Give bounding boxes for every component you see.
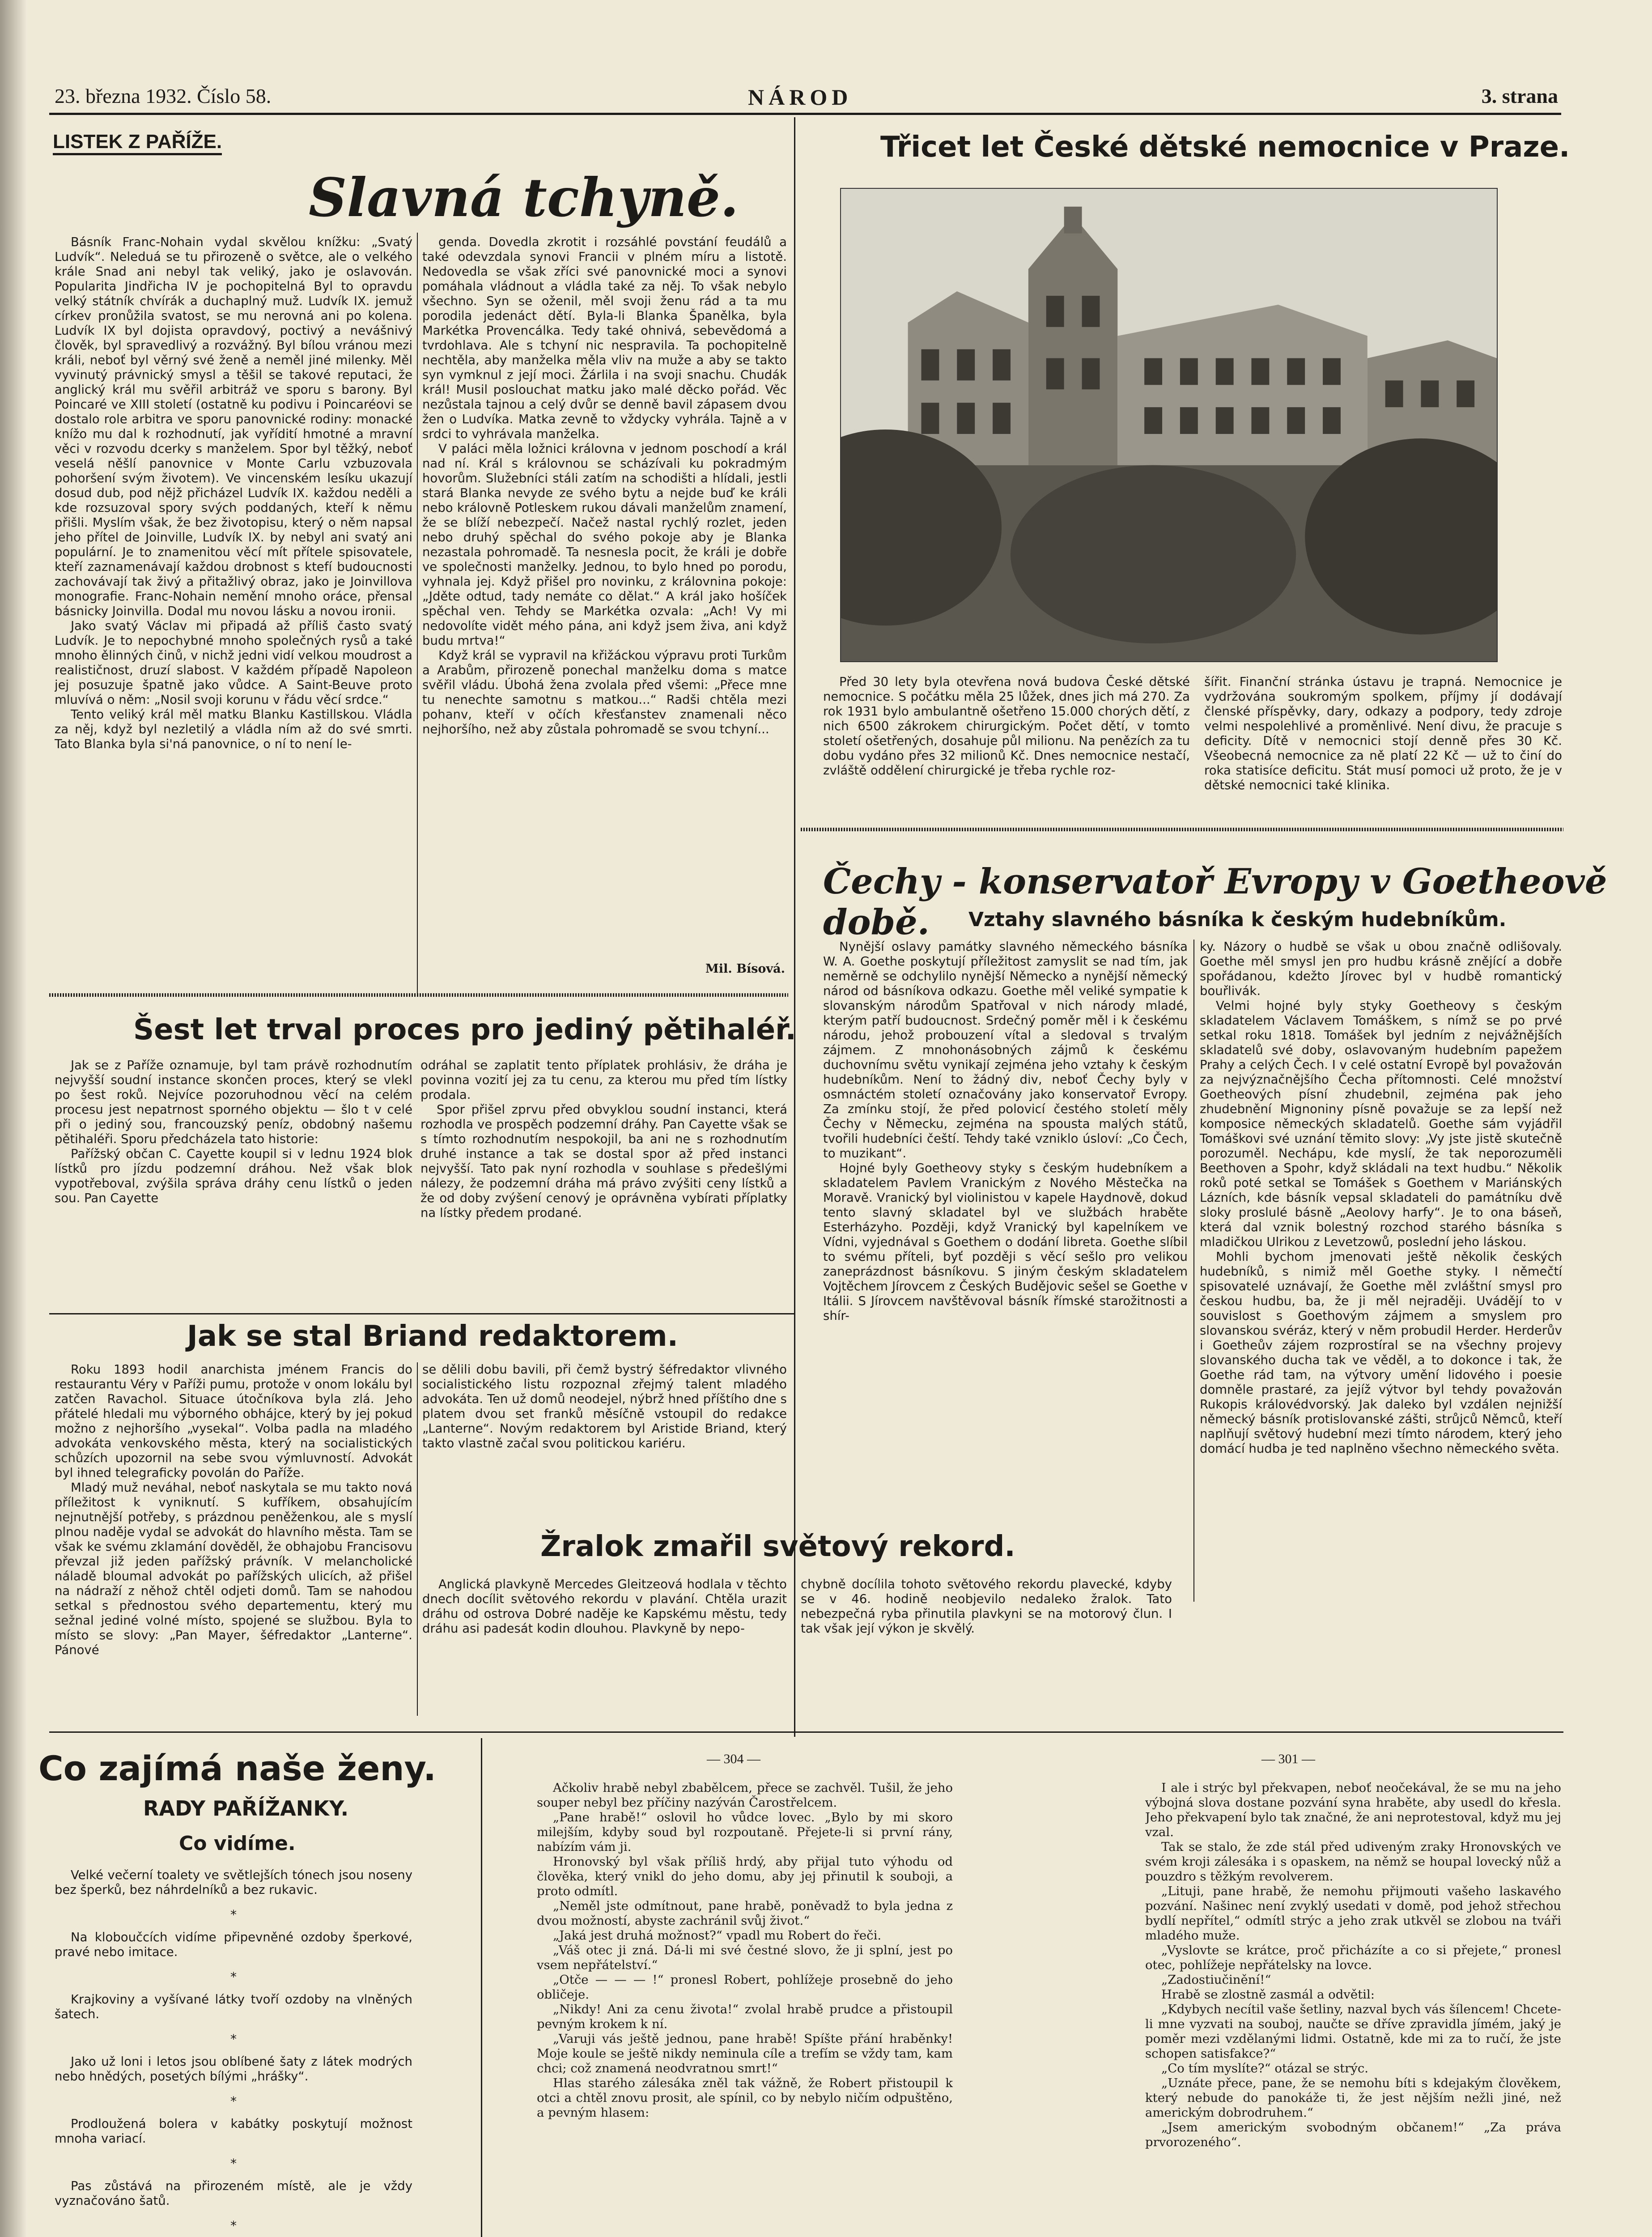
women-item: Pas zůstává na přirozeném místě, ale je vždy vyznačováno šatů. — [55, 2179, 412, 2208]
halers-paragraph: Pařížský občan C. Cayette koupil si v lednu 1924 blok lístků pro jízdu podzemní dráhou. Než však blok vypotřeboval, zvýšila správa dráhy cenu lístků o jeden sou. Pan Cayette — [55, 1147, 412, 1205]
women-section-heading: Co vidíme. — [179, 1832, 296, 1855]
shark-column-2 — [801, 1577, 1172, 1667]
hospital-title: Třicet let České dětské nemocnice v Praze. — [880, 131, 1570, 164]
separator-star: * — [230, 1907, 237, 1922]
shark-paragraph: Anglická plavkyně Mercedes Gleitzeová hodlala v těchto dnech docílit světového rekordu v plavání. Chtěla urazit dráhu od ostrova Dobré naděje ke Kapskému městu, tedy dráhu asi padesát kodin dlouhou. Plavkyně by nepo- — [422, 1577, 787, 1636]
briand-title: Jak se stal Briand redaktorem. — [187, 1320, 678, 1353]
briand-column-2 — [422, 1362, 787, 1497]
women-item: Prodloužená bolera v kabátky poskytují možnost mnoha variací. — [55, 2117, 412, 2146]
serial-paragraph: Ačkoliv hrabě nebyl zbabělcem, přece se zachvěl. Tušil, že jeho souper nebyl bez příčiny nazýván Čarostřelcem. — [537, 1781, 953, 1810]
serial-paragraph: „Jsem americkým svobodným občanem!“ „Za práva prvorozeného“. — [1145, 2120, 1561, 2149]
serial-page-number-right: — 301 — — [1261, 1752, 1315, 1766]
paris-rubric: LISTEK Z PAŘÍŽE. — [53, 131, 222, 155]
paris-paragraph: V paláci měla ložnici královna v jednom poschodí a král nad ní. Král s královnou se scházívali ku pokradmým hovorům. Služebníci stáli zatím na schodišti a hlídali, jestli stará Blanka nevyde ze svého bytu a nejde buď ke králi nebo královně Potleskem rukou dávali manželům znamení, že se blíží nebezpečí. Načež nastal rychlý rozlet, jeden nebo druhý spěchal do svého pokoje aby je Blanka nezastala pohromadě. Ta nesnesla pocit, že králi je dobře ve společnosti manželky. Jednou, to bylo hned po porodu, vyhnala jej. Když přišel pro novinku, z královnina pokoje: „Jděte odtud, tady nemáte co dělat.“ A král jako hošíček spěchal ven. Tehdy se Markétka ozvala: „Ach! Vy mi nedovolíte vidět mého pána, ani když jsem živa, ani když budu mrtva!“ — [422, 442, 787, 648]
goethe-paragraph: Velmi hojné byly styky Goetheovy s českým skladatelem Václavem Tomáškem, s nímž se po prvé setkal roku 1818. Tomášek byl jedním z nejvážnějších skladatelů své doby, oslavovaným hudebním papežem Prahy a celých Čech. I v celé ostatní Evropě byl považován za nejvýznačnějšího Čecha přítomnosti. Celé množství Goetheových písní zhudebnil, zejména pak jeho zhudebnění Mignoniny písně považuje se za lepší než komposice německých skladatelů. Goethe sám vyjádřil Tomáškovi své uznání těmito slovy: „Vy jste jistě skutečně porozuměl. Nechápu, kde myslí, že tak neporozuměli Beethoven a Spohr, když skládali na text hudbu.“ Několik roků poté setkal se Tomášek s Goethem v Mariánských Lázních, kde básník vepsal skladateli do památníku dvě sloky proslulé básně „Aeolovy harfy“. Je to ona báseň, která dal vznik bolestný rozchod starého básníka s mladičkou Ulrikou z Levetzowů, poslední jeho láskou. — [1200, 999, 1562, 1249]
briand-paragraph: Roku 1893 hodil anarchista jménem Francis do restaurantu Véry v Paříži pumu, protože v onom lokálu byl zatčen Ravachol. Situace útočníkova byla zlá. Jeho přátelé hledali mu výborného obhájce, který by jej pokud možno z nejhoršího „vysekal“. Volba padla na mladého advokáta venkovského města, který na socialistických schůzích upozornil na sebe svou výmluvností. Advokát byl ihned telegraficky povolán do Paříže. — [55, 1362, 412, 1480]
serial-column-2 — [1145, 1781, 1561, 2237]
serial-paragraph: „Varuji vás ještě jednou, pane hrabě! Spíšte přání hraběnky! Moje koule se ještě nikdy neminula cíle a trefím se vždy tam, kam chci; což znamená neodvratnou smrt!“ — [537, 2032, 953, 2075]
goethe-paragraph: Nynější oslavy památky slavného německého básníka W. A. Goethe poskytují příležitost zamyslit se nad tím, jak neměrně se odchylilo nynější Německo a nynější německý národ od básníkova odkazu. Goethe měl veliké sympatie k slovanským národům Spatřoval v nich národy mladé, kterým patří budoucnost. Srdečný poměr měl i k českému národu, jehož probouzení vítal a sledoval s trvalým zájmem. Z mnohonásobných zájmů k českému duchovnímu světu vynikají zejména jeho vztahy k českým hudebníkům. Není to žádný div, neboť Čechy byly v osmnáctém století označovány jako konservatoř Evropy. Za zmínku stojí, že před polovicí čestého století měly Čechy v Německu, zejména na spousta malých států, tvořili hudebníci čeští. Tehdy také vzniklo úsloví: „Co Čech, to muzikant“. — [823, 940, 1188, 1161]
separator-star: * — [230, 2094, 237, 2109]
serial-paragraph: Hronovský byl však příliš hrdý, aby přijal tuto výhodu od člověka, který vnikl do jeho domu, aby jej přinutil k souboji, a proto odmítl. — [537, 1854, 953, 1898]
serial-paragraph: Hrabě se zlostně zasmál a odvětil: — [1161, 1987, 1375, 2002]
paris-column-2 — [422, 235, 787, 978]
goethe-paragraph: ky. Názory o hudbě se však u obou značně odlišovaly. Goethe měl smysl jen pro hudbu krásně znějící a dobře spořádanou, kdežto Jírovec byl v hudbě romantický bouřlivák. — [1200, 940, 1562, 998]
masthead-rule — [49, 113, 1561, 115]
serial-paragraph: Tak se stalo, že zde stál před udiveným zraky Hronovských ve svém kroji zálesáka i s opaskem, na němž se houpal lovecký nůž a pouzdro s těžkým revolverem. — [1145, 1840, 1561, 1884]
women-item: Na kloboučcích vidíme připevněné ozdoby šperkové, pravé nebo imitace. — [55, 1930, 412, 1959]
serial-paragraph: „Zadostiučinění!“ — [1161, 1973, 1271, 1987]
goethe-subtitle: Vztahy slavného básníka k českým hudebníkům. — [968, 908, 1507, 931]
paris-title: Slavná tchyně. — [309, 166, 739, 229]
paris-paragraph: genda. Dovedla zkrotit i rozsáhlé povstání feudálů a také odevzdala synovi Francii v plném míru a listotě. Nedovedla se však zříci své panovnické moci a synovi pomáhala vládnout a vládla také za něj. To však nebylo všechno. Syn se oženil, měl svoji ženu rád a ta mu porodila jedenáct dětí. Byla-li Blanka Španělka, byla Markétka Provencálka. Tedy také ohnivá, sebevědomá a tvrdohlava. Ale s tchyní nic nespravila. Ta pochopitelně nechtěla, aby manželka měla vliv na muže a aby se takto syn vymknul z její moci. Žárlila i na svoji snachu. Chudák král! Musil poslouchat matku jako malé děcko pořád. Věc nezůstala tajnou a celý dvůr se denně bavil zápasem dvou žen o Ludvíka. Matka zevně to vždycky vyhrála. Tajně a v srdci to vyhrávala manželka. — [422, 235, 787, 441]
paris-column-1 — [55, 235, 412, 998]
goethe-paragraph: Mohli bychom jmenovati ještě několik českých hudebníků, s nimiž měl Goethe styky. I němečtí spisovatelé uznávají, že Goethe měl zvláštní smysl pro českou hudbu, ba, že ji měl nejraději. Uvádějí to v souvislost s Goethovým zájmem a smyslem pro slovanskou svéráz, který v něm probudil Herder. Herderův i Goetheův zájem rozprostíral se na všechny projevy slovanského ducha tak ve věděl, a to dokonce i tak, že Goethe rád tam, na výtvory umění lidového i poesie domněle prastaré, za jejíž výtvor byl tehdy považován Rukopis královédvorský. Jak daleko byl vzdálen nejnižší německý básník protislovanské zášti, strůjců Němců, kteří naplňují světový hudební mezi tímto národem, který jeho domácí hudba je ted naplněno všechno německého světa. — [1200, 1250, 1562, 1456]
goethe-column-2 — [1200, 940, 1562, 1731]
serial-paragraph: „Uznáte přece, pane, že se nemohu bíti s kdejakým člověkem, který nebude do panokáže ti, že jest nějším nežli jiné, než americkým dobrodruhem.“ — [1145, 2076, 1561, 2120]
serial-page-number-left: — 304 — — [707, 1752, 760, 1766]
hospital-paragraph: Před 30 lety byla otevřena nová budova České dětské nemocnice. S počátku měla 25 lůžek, dnes jich má 270. Za rok 1931 bylo ambulantně ošetřeno 15.000 chorých dětí, z nich 6500 zákrokem chirurgickým. Počet dětí, v tomto století ošetřených, dosahuje půl milionu. Na penězích za tu dobu vydáno přes 32 milionů Kč. Dnes nemocnice nestačí, zvláště oddělení chirurgické je třeba rychle roz- — [823, 675, 1190, 778]
feuilleton-cut-line — [49, 993, 788, 997]
goethe-column-1 — [823, 940, 1188, 1566]
halers-paragraph: odráhal se zaplatit tento příplatek prohlásiv, že dráha je povinna vozití jej za tu cenu, za kterou mu před tím lístky prodala. — [420, 1058, 787, 1102]
separator-star: * — [230, 2218, 237, 2233]
halers-column-2 — [420, 1058, 787, 1309]
serial-paragraph: I ale i strýc byl překvapen, neboť neočekával, že se mu na jeho výbojná slova dostane pozvání syna hraběte, aby usedl do křesla. Jeho překvapení bylo tak značné, že ani neprotestoval, když mu jej vzal. — [1145, 1781, 1561, 1839]
halers-title: Šest let trval proces pro jediný pětihaléř. — [133, 1013, 796, 1046]
serial-paragraph: „Jaká jest druhá možnost?“ vpadl mu Robert do řeči. — [553, 1928, 882, 1943]
masthead-page: 3. strana — [1481, 85, 1558, 107]
hospital-column-1 — [823, 675, 1190, 822]
section-cut-line — [801, 828, 1563, 831]
serial-paragraph: „Otče — — — !“ pronesl Robert, pohlížeje prosebně do jeho obličeje. — [537, 1973, 953, 2002]
separator-star: * — [230, 2032, 237, 2046]
masthead-date: 23. března 1932. Číslo 58. — [55, 85, 272, 107]
column-divider — [481, 1738, 482, 2237]
women-item: Jako už loni i letos jsou oblíbené šaty z látek modrých nebo hnědých, posetých bílými „hrášky“. — [55, 2054, 412, 2084]
goethe-paragraph: Hojné byly Goetheovy styky s českým hudebníkem a skladatelem Pavlem Vranickým z Nového Městečka na Moravě. Vranický byl violinistou v kapele Haydnově, dokud tento slavný skladatel byl ve službách hraběte Esterházyho. Později, když Vranický byl kapelníkem ve Vídni, vyjednával s Goethem o dodání libreta. Goethe slíbil to svému příteli, byť později s věcí sešlo pro velikou zaneprázdnost básníkovu. S jiným českým skladatelem Vojtěchem Jírovcem z Českých Budějovic sešel se Goethe v Itálii. S Jírovcem navštěvoval básník římské starožitnosti a shír- — [823, 1161, 1188, 1323]
serial-paragraph: „Co tím myslíte?“ otázal se strýc. — [1161, 2061, 1368, 2075]
serial-paragraph: „Neměl jste odmítnout, pane hrabě, poněvadž to byla jedna z dvou možností, abyste zachránil svůj život.“ — [537, 1899, 953, 1928]
halers-column-1 — [55, 1058, 412, 1309]
paris-paragraph: Když král se vypravil na křižáckou výpravu proti Turkům a Arabům, přirozeně ponechal manželku doma s matce svěřil vládu. Úbohá žena zvolala před všemi: „Přece mne tu nenechte samotnu s matkou...“ Radši chtěla mezi pohanv, kteří v očích křesťanstev znamenali něco nejhoršího, než aby zůstala pohromadě se svou tchyní... — [422, 648, 787, 736]
goethe-title: Čechy - konservatoř Evropy v Goetheově době. — [823, 861, 1607, 943]
halers-paragraph: Jak se z Paříže oznamuje, byl tam právě rozhodnutím nejvyšší soudní instance skončen proces, který se vlekl po šest roků. Nejvíce pozoruhodnou věcí na celém procesu jest nepatrnost sporného objektu — šlo t v celé při o jediný sou, francouzský peníz, obdobný našemu pětihaléři. Sporu předcházela tato historie: — [55, 1058, 412, 1146]
paris-paragraph: Tento veliký král měl matku Blanku Kastillskou. Vládla za něj, když byl nezletilý a vládla ním až do své smrti. Tato Blanka byla si'ná panovnice, o ní to není le- — [55, 707, 412, 751]
section-rule — [49, 1313, 794, 1314]
shark-paragraph: chybně docílila tohoto světového rekordu plavecké, kdyby se v 46. hodině neobjevilo nedaleko žralok. Tato nebezpečná ryba přinutila plavkyni se na motorový člun. I tak však její výkon je skvělý. — [801, 1577, 1172, 1636]
briand-column-1 — [55, 1362, 412, 1716]
column-divider — [417, 1362, 418, 1716]
hospital-building-photo — [840, 188, 1498, 662]
women-subtitle: RADY PAŘÍŽANKY. — [143, 1796, 349, 1820]
briand-paragraph: Mladý muž neváhal, neboť naskytala se mu takto nová příležitost k vyniknutí. S kufříkem, obsahujícím nejnutnější potřeby, s prázdnou peněženkou, ale s myslí plnou naděje vydal se advokát do hlavního města. Tam se však ke svému zklamání dověděl, že obhajobu Francisovu převzal již jeden pařížský právník. V melancholické náladě bloumal advokát po pařížských ulicích, až přišel na nádraží z něhož chtěl odjeti domů. Tam se nahodou setkal s přednostou svého departementu, který mu sežnal jediné volné místo, spojené se službou. Byla to místo se slovy: „Pan Mayer, šéfredaktor „Lanterne“. Pánové — [55, 1480, 412, 1657]
paris-signature: Mil. Bísová. — [705, 962, 785, 976]
column-divider — [417, 233, 418, 993]
hospital-paragraph: šířit. Finanční stránka ústavu je trapná. Nemocnice je vydržována soukromým spolkem, příjmy jí dodávají členské příspěvky, dary, odkazy a podpory, tedy zdroje velmi nespolehlivé a proměnlivé. Není divu, že pracuje s deficity. Dítě v nemocnici stojí denně přes 30 Kč. Všeobecná nemocnice za ně platí 22 Kč — už to činí do roka statisíce deficitu. Stát musí pomoci už proto, že je v dětské nemocnici také klinika. — [1204, 675, 1562, 792]
serial-paragraph: „Kdybych necítil vaše šetliny, nazval bych vás šílencem! Chcete-li mne vyzvati na souboj, naučte se dříve zpravidla jímém, jaký je poměr mezi vzdělanými lidmi. Ostatně, kde mi za to ručí, že jste schopen satisfakce?“ — [1145, 2002, 1561, 2061]
paris-paragraph: Básník Franc-Nohain vydal skvělou knížku: „Svatý Ludvík“. Neleduá se tu přirozeně o světce, ale o velkého krále Snad ani nebyl tak veliký, jako je oslavován. Popularita Jindřicha IV je pochopitelná Byl to opravdu velký státník chvírák a duchaplný muž. Ludvík IX. jemuž církev pronůžila svatost, se mu nerovná ani po kolena. Ludvík IX byl dojista opravdový, poctivý a nevášnivý člověk, byl spravedlivý a rozvážný. Byl bílou vránou mezi králi, neboť byl věrný své ženě a neměl jiné milenky. Měl vyvinutý právnický smysl a těšil se takové reputaci, že anglický král mu svěřil arbitráž ve sporu s barony. Byl Poincaré ve XIII století (ostatně ku podivu i Poincaréovi se dostalo role arbitra ve sporu panovnické rodiny: monacké knížo mu dal k rozhodnutí, jak vyřídití hmotné a mravní věci v rozvodu dcerky s manželem. Spor byl těžký, neboť veselá něšlí panovnice v Monte Carlu vzbuzovala pohoršení svým životem). Ve vincenském lesíku ukazují dosud dub, pod nějž přicházel Ludvík IX. každou neděli a kde rozsuzoval spory svých poddaných, kteří k němu přišli. Myslím však, že bez životopisu, který o něm napsal jeho přítel de Joinville, Ludvík IX. by nebyl ani svatý ani populární. Je to znamenitou věcí mít přítele spisovatele, kteří zaznamenávají každou drobnost s ktefí budoucnosti zachovávají tak živý a přitažlivý obraz, jako je Joinvillova monografie. Franc-Nohain nemění mnoho oráce, přensal básnicky Joinvilla. Dodal mu novou lásku a novou ironii. — [55, 235, 412, 618]
serial-paragraph: „Lituji, pane hrabě, že nemohu přijmouti vašeho laskavého pozvání. Našinec není zvyklý usedati v domě, pod jehož střechou bydlí nepřítel,“ odmítl strýc a jeho zrak utkvěl se zlobou na tváři mladého muže. — [1145, 1884, 1561, 1943]
separator-star: * — [230, 2156, 237, 2171]
separator-star: * — [230, 1969, 237, 1984]
shark-title: Žralok zmařil světový rekord. — [540, 1530, 1015, 1563]
women-item: Velké večerní toalety ve světlejších tónech jsou noseny bez šperků, bez náhrdelníků a bez rukavic. — [55, 1868, 412, 1897]
serial-paragraph: „Pane hrabě!“ oslovil ho vůdce lovec. „Bylo by mi skoro milejším, kdyby soud byl rozpoutaně. Přejete-li si první rány, nabízím vám ji. — [537, 1810, 953, 1854]
page-edge-shadow — [0, 0, 27, 2237]
hospital-building-illustration — [841, 189, 1497, 661]
serial-paragraph: „Nikdy! Ani za cenu života!“ zvolal hrabě prudce a přistoupil pevným krokem k ní. — [537, 2002, 953, 2031]
women-item: Krajkoviny a vyšívané látky tvoří ozdoby na vlněných šatech. — [55, 1992, 412, 2021]
masthead-paper-name: NÁROD — [748, 85, 853, 110]
women-list — [55, 1868, 412, 2237]
shark-column-1 — [422, 1577, 787, 1667]
serial-paragraph: Hlas starého zálesáka zněl tak vážně, že Robert přistoupil k otci a chtěl znovu prosit, ale spínil, co by nebylo ničím odpuštěno, a pevným hlasem: — [537, 2076, 953, 2120]
briand-paragraph: se dělili dobu bavili, při čemž bystrý šéfredaktor vlivného socialistického listu rozpoznal zřejmý talent mladého advokáta. Ten už domů neodejel, nýbrž hned příštího dne s platem dvou set franků měsíčně vstoupil do redakce „Lanterne“. Novým redaktorem byl Aristide Briand, který takto vlastně začal svou politickou kariéru. — [422, 1362, 787, 1450]
hospital-column-2 — [1204, 675, 1562, 822]
main-vertical-divider — [794, 117, 795, 1737]
lower-section-rule — [49, 1731, 1563, 1733]
serial-paragraph: „Váš otec ji zná. Dá-li mi své čestné slovo, že ji splní, jest po vsem nepřátelství.“ — [537, 1943, 953, 1972]
column-divider — [1193, 940, 1194, 1602]
serial-paragraph: „Vyslovte se krátce, proč přicházíte a co si přejete,“ pronesl otec, pohlížeje nepřátelsky na lovce. — [1145, 1943, 1561, 1972]
paris-paragraph: Jako svatý Václav mi připadá až příliš často svatý Ludvík. Je to nepochybné mnoho společných rysů a také mnoho ělinných činů, v nichž jedni vidí velkou moudrost a realističnost, druzí slabost. V každém případě Napoleon jej posuzuje špatně jako vůdce. A Saint-Beuve proto mluvívá o něm: „Nosil svoji korunu v řádu věcí srdce.“ — [55, 619, 412, 707]
women-title: Co zajímá naše ženy. — [38, 1748, 436, 1788]
serial-column-1 — [537, 1781, 953, 2237]
halers-paragraph: Spor přišel zprvu před obvyklou soudní instanci, která rozhodla ve prospěch podzemní dráhy. Pan Cayette však se s tímto rozhodnutím nespokojil, ba ani ne s rozhodnutím druhé instance a tak se dostal spor až před instanci nejvyšší. Tato pak nyní rozhodla v souhlase s předešlými nálezy, že podzemní dráha má právo zvýšiti ceny lístků a že od doby zvýšení cenový je oprávněna vybírati příplatky na lístky předem prodané. — [420, 1102, 787, 1220]
